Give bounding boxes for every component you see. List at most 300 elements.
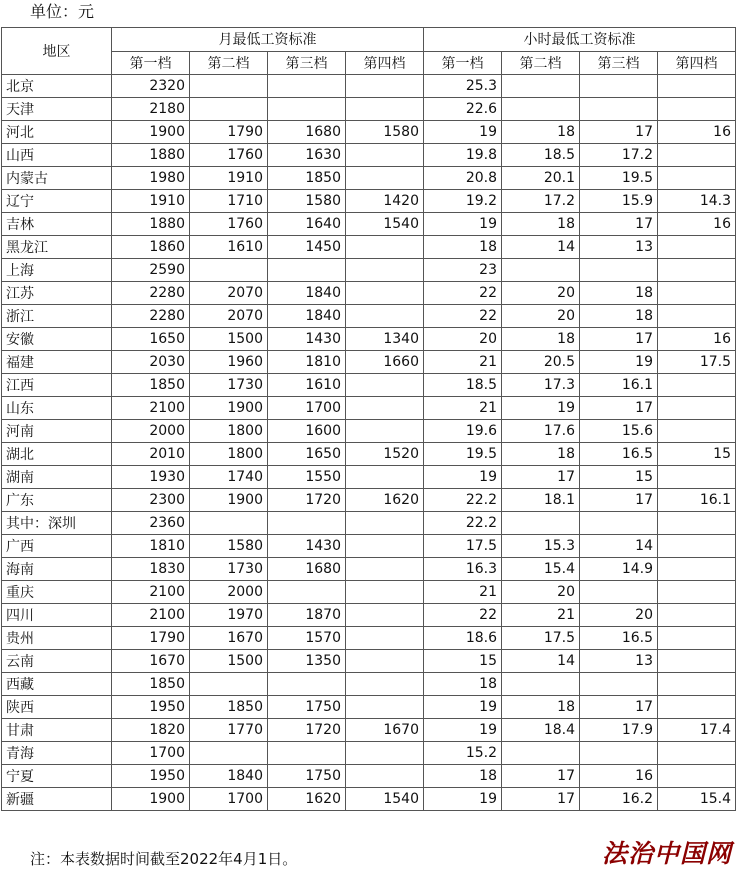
monthly-wage-cell: 1610	[190, 236, 268, 259]
monthly-wage-cell	[268, 259, 346, 282]
table-row	[2, 466, 736, 489]
hourly-wage-cell: 17.6	[502, 420, 580, 443]
region-cell: 浙江	[2, 305, 112, 328]
site-watermark-logo: 法治中国网	[601, 839, 732, 868]
monthly-wage-cell: 1810	[112, 535, 190, 558]
hourly-wage-cell: 16.3	[424, 558, 502, 581]
hourly-wage-cell: 19	[424, 121, 502, 144]
region-cell: 吉林	[2, 213, 112, 236]
hourly-wage-cell	[580, 742, 658, 765]
monthly-wage-cell: 1580	[190, 535, 268, 558]
monthly-wage-cell: 1850	[268, 167, 346, 190]
hourly-wage-cell: 17	[580, 328, 658, 351]
hourly-wage-cell	[658, 650, 736, 673]
monthly-tier-header: 第二档	[190, 51, 268, 75]
hourly-wage-cell: 17.9	[580, 719, 658, 742]
region-cell: 内蒙古	[2, 167, 112, 190]
hourly-wage-cell: 16.2	[580, 788, 658, 811]
monthly-wage-cell: 1910	[190, 167, 268, 190]
monthly-wage-cell: 1700	[112, 742, 190, 765]
monthly-wage-cell: 2300	[112, 489, 190, 512]
region-cell: 北京	[2, 75, 112, 98]
hourly-wage-cell: 19.8	[424, 144, 502, 167]
monthly-wage-cell: 1610	[268, 374, 346, 397]
monthly-wage-cell	[346, 305, 424, 328]
hourly-wage-cell	[580, 512, 658, 535]
monthly-wage-cell: 1620	[346, 489, 424, 512]
hourly-wage-cell	[658, 305, 736, 328]
hourly-wage-cell: 18.5	[502, 144, 580, 167]
monthly-wage-cell: 1900	[112, 121, 190, 144]
region-cell: 广西	[2, 535, 112, 558]
table-row	[2, 535, 736, 558]
monthly-wage-cell: 2070	[190, 305, 268, 328]
hourly-wage-cell: 16	[658, 328, 736, 351]
table-row	[2, 696, 736, 719]
monthly-wage-cell: 1650	[112, 328, 190, 351]
monthly-wage-cell	[346, 236, 424, 259]
monthly-wage-cell	[346, 282, 424, 305]
monthly-wage-cell: 1620	[268, 788, 346, 811]
hourly-wage-cell: 18	[580, 282, 658, 305]
table-row	[2, 213, 736, 236]
monthly-wage-cell: 1600	[268, 420, 346, 443]
monthly-wage-cell: 1520	[346, 443, 424, 466]
hourly-wage-cell	[658, 397, 736, 420]
hourly-wage-cell: 19.5	[580, 167, 658, 190]
monthly-wage-cell: 1840	[268, 305, 346, 328]
monthly-group-header: 月最低工资标准	[112, 28, 424, 52]
hourly-wage-cell: 17.3	[502, 374, 580, 397]
hourly-wage-cell: 14	[580, 535, 658, 558]
monthly-wage-cell: 1900	[112, 788, 190, 811]
monthly-wage-cell: 1580	[346, 121, 424, 144]
table-row	[2, 742, 736, 765]
hourly-wage-cell	[658, 420, 736, 443]
hourly-wage-cell: 19	[424, 213, 502, 236]
hourly-wage-cell	[502, 512, 580, 535]
monthly-wage-cell: 1500	[190, 328, 268, 351]
monthly-tier-header: 第一档	[112, 51, 190, 75]
table-row	[2, 604, 736, 627]
monthly-wage-cell: 2100	[112, 604, 190, 627]
hourly-wage-cell: 17.2	[502, 190, 580, 213]
hourly-wage-cell: 17	[502, 788, 580, 811]
region-cell: 安徽	[2, 328, 112, 351]
hourly-wage-cell: 15.4	[502, 558, 580, 581]
table-row	[2, 144, 736, 167]
table-row	[2, 259, 736, 282]
region-cell: 其中：深圳	[2, 512, 112, 535]
monthly-wage-cell: 1720	[268, 719, 346, 742]
table-row	[2, 75, 736, 98]
monthly-wage-cell	[268, 742, 346, 765]
hourly-wage-cell: 17.5	[502, 627, 580, 650]
hourly-wage-cell: 21	[424, 397, 502, 420]
hourly-wage-cell: 16	[658, 121, 736, 144]
region-cell: 福建	[2, 351, 112, 374]
hourly-wage-cell: 18	[424, 236, 502, 259]
hourly-group-header: 小时最低工资标准	[424, 28, 736, 52]
hourly-wage-cell: 21	[424, 351, 502, 374]
hourly-wage-cell	[658, 627, 736, 650]
hourly-wage-cell: 19.2	[424, 190, 502, 213]
hourly-wage-cell	[502, 742, 580, 765]
monthly-wage-cell	[268, 512, 346, 535]
hourly-wage-cell	[502, 673, 580, 696]
monthly-wage-cell	[346, 742, 424, 765]
monthly-wage-cell: 1770	[190, 719, 268, 742]
hourly-tier-header: 第四档	[658, 51, 736, 75]
hourly-wage-cell: 15.2	[424, 742, 502, 765]
hourly-wage-cell: 17	[580, 696, 658, 719]
monthly-wage-cell: 1670	[112, 650, 190, 673]
table-row	[2, 719, 736, 742]
hourly-wage-cell	[502, 98, 580, 121]
region-cell: 湖北	[2, 443, 112, 466]
table-row	[2, 512, 736, 535]
monthly-wage-cell: 1790	[112, 627, 190, 650]
monthly-wage-cell: 1850	[190, 696, 268, 719]
monthly-wage-cell	[346, 259, 424, 282]
monthly-wage-cell	[346, 397, 424, 420]
monthly-wage-cell: 2590	[112, 259, 190, 282]
monthly-wage-cell: 2000	[112, 420, 190, 443]
table-row	[2, 98, 736, 121]
hourly-wage-cell: 17.2	[580, 144, 658, 167]
monthly-wage-cell: 1800	[190, 443, 268, 466]
hourly-wage-cell: 18	[502, 443, 580, 466]
monthly-wage-cell: 1900	[190, 397, 268, 420]
hourly-wage-cell: 20.1	[502, 167, 580, 190]
monthly-wage-cell: 1850	[112, 673, 190, 696]
monthly-wage-cell: 1680	[268, 121, 346, 144]
table-row	[2, 190, 736, 213]
hourly-wage-cell: 20	[502, 282, 580, 305]
hourly-wage-cell	[580, 98, 658, 121]
monthly-wage-cell: 1660	[346, 351, 424, 374]
monthly-wage-cell	[268, 98, 346, 121]
hourly-wage-cell: 17	[502, 466, 580, 489]
monthly-wage-cell: 1870	[268, 604, 346, 627]
monthly-wage-cell: 1840	[268, 282, 346, 305]
hourly-wage-cell: 18	[502, 213, 580, 236]
hourly-wage-cell: 17	[580, 213, 658, 236]
region-cell: 重庆	[2, 581, 112, 604]
monthly-wage-cell	[346, 673, 424, 696]
table-row	[2, 282, 736, 305]
monthly-wage-cell	[346, 696, 424, 719]
monthly-wage-cell: 1820	[112, 719, 190, 742]
region-cell: 江西	[2, 374, 112, 397]
table-row	[2, 558, 736, 581]
table-row	[2, 788, 736, 811]
hourly-wage-cell	[658, 581, 736, 604]
hourly-wage-cell: 19.5	[424, 443, 502, 466]
monthly-wage-cell: 1900	[190, 489, 268, 512]
hourly-wage-cell	[580, 673, 658, 696]
hourly-wage-cell: 19	[424, 696, 502, 719]
region-cell: 云南	[2, 650, 112, 673]
region-cell: 广东	[2, 489, 112, 512]
hourly-wage-cell: 16.5	[580, 627, 658, 650]
monthly-wage-cell: 1860	[112, 236, 190, 259]
monthly-wage-cell: 2000	[190, 581, 268, 604]
region-cell: 陕西	[2, 696, 112, 719]
region-column-header: 地区	[2, 28, 112, 75]
monthly-wage-cell: 1540	[346, 213, 424, 236]
monthly-wage-cell: 1570	[268, 627, 346, 650]
hourly-wage-cell: 14	[502, 650, 580, 673]
monthly-wage-cell	[346, 558, 424, 581]
monthly-tier-header: 第四档	[346, 51, 424, 75]
monthly-wage-cell	[346, 627, 424, 650]
monthly-wage-cell: 1670	[190, 627, 268, 650]
unit-label: 单位：元	[30, 2, 95, 21]
monthly-wage-cell	[346, 98, 424, 121]
monthly-wage-cell	[268, 75, 346, 98]
table-body	[2, 75, 736, 811]
monthly-wage-cell	[268, 673, 346, 696]
hourly-wage-cell: 15.9	[580, 190, 658, 213]
hourly-wage-cell: 20	[502, 581, 580, 604]
hourly-wage-cell: 15	[580, 466, 658, 489]
monthly-wage-cell: 2100	[112, 397, 190, 420]
hourly-wage-cell: 17	[502, 765, 580, 788]
hourly-wage-cell: 23	[424, 259, 502, 282]
hourly-wage-cell: 14.3	[658, 190, 736, 213]
monthly-wage-cell: 1430	[268, 328, 346, 351]
monthly-wage-cell: 1730	[190, 558, 268, 581]
hourly-wage-cell: 18	[580, 305, 658, 328]
monthly-wage-cell: 1670	[346, 719, 424, 742]
table-header	[2, 28, 736, 75]
hourly-wage-cell	[658, 167, 736, 190]
monthly-wage-cell	[346, 765, 424, 788]
hourly-wage-cell: 22.2	[424, 489, 502, 512]
monthly-wage-cell: 1550	[268, 466, 346, 489]
hourly-wage-cell: 19	[502, 397, 580, 420]
hourly-wage-cell: 21	[424, 581, 502, 604]
monthly-wage-cell: 2320	[112, 75, 190, 98]
hourly-wage-cell: 15.4	[658, 788, 736, 811]
monthly-wage-cell: 1850	[112, 374, 190, 397]
table-row	[2, 397, 736, 420]
monthly-wage-cell: 1760	[190, 144, 268, 167]
monthly-wage-cell	[346, 167, 424, 190]
hourly-wage-cell	[658, 466, 736, 489]
monthly-wage-cell: 2280	[112, 305, 190, 328]
hourly-wage-cell	[658, 558, 736, 581]
table-row	[2, 765, 736, 788]
monthly-wage-cell	[346, 374, 424, 397]
region-cell: 海南	[2, 558, 112, 581]
table-row	[2, 351, 736, 374]
hourly-wage-cell: 20	[424, 328, 502, 351]
hourly-wage-cell	[658, 742, 736, 765]
monthly-wage-cell: 1430	[268, 535, 346, 558]
table-row	[2, 443, 736, 466]
region-cell: 湖南	[2, 466, 112, 489]
monthly-wage-cell	[190, 673, 268, 696]
monthly-wage-cell: 1450	[268, 236, 346, 259]
hourly-wage-cell: 22	[424, 305, 502, 328]
hourly-wage-cell: 17	[580, 489, 658, 512]
hourly-wage-cell: 25.3	[424, 75, 502, 98]
hourly-wage-cell	[658, 259, 736, 282]
monthly-wage-cell	[346, 144, 424, 167]
monthly-wage-cell	[190, 512, 268, 535]
region-cell: 黑龙江	[2, 236, 112, 259]
hourly-wage-cell	[658, 144, 736, 167]
hourly-wage-cell	[658, 282, 736, 305]
hourly-wage-cell: 22.6	[424, 98, 502, 121]
monthly-wage-cell: 1970	[190, 604, 268, 627]
hourly-wage-cell: 13	[580, 650, 658, 673]
hourly-wage-cell: 19	[424, 466, 502, 489]
hourly-wage-cell: 18.1	[502, 489, 580, 512]
hourly-wage-cell: 16.5	[580, 443, 658, 466]
hourly-wage-cell	[658, 98, 736, 121]
monthly-wage-cell: 1810	[268, 351, 346, 374]
hourly-wage-cell: 19.6	[424, 420, 502, 443]
hourly-wage-cell	[502, 259, 580, 282]
table-row	[2, 650, 736, 673]
monthly-tier-header: 第三档	[268, 51, 346, 75]
monthly-wage-cell	[346, 512, 424, 535]
monthly-wage-cell: 2280	[112, 282, 190, 305]
monthly-wage-cell: 1700	[268, 397, 346, 420]
hourly-wage-cell: 15.3	[502, 535, 580, 558]
monthly-wage-cell: 1720	[268, 489, 346, 512]
hourly-wage-cell: 17.5	[424, 535, 502, 558]
hourly-wage-cell: 15.6	[580, 420, 658, 443]
region-cell: 天津	[2, 98, 112, 121]
hourly-wage-cell	[658, 696, 736, 719]
hourly-wage-cell: 19	[580, 351, 658, 374]
region-cell: 辽宁	[2, 190, 112, 213]
table-row	[2, 627, 736, 650]
region-cell: 青海	[2, 742, 112, 765]
hourly-wage-cell: 19	[424, 788, 502, 811]
table-row	[2, 374, 736, 397]
monthly-wage-cell: 2010	[112, 443, 190, 466]
hourly-tier-header: 第二档	[502, 51, 580, 75]
hourly-wage-cell	[658, 765, 736, 788]
region-cell: 四川	[2, 604, 112, 627]
region-cell: 新疆	[2, 788, 112, 811]
hourly-wage-cell	[502, 75, 580, 98]
hourly-wage-cell: 18	[502, 328, 580, 351]
table-row	[2, 305, 736, 328]
region-cell: 山东	[2, 397, 112, 420]
monthly-wage-cell: 1340	[346, 328, 424, 351]
table-row	[2, 236, 736, 259]
hourly-wage-cell: 22	[424, 604, 502, 627]
monthly-wage-cell	[190, 742, 268, 765]
hourly-wage-cell: 16	[580, 765, 658, 788]
table-row	[2, 167, 736, 190]
hourly-wage-cell	[658, 604, 736, 627]
monthly-wage-cell: 1740	[190, 466, 268, 489]
monthly-wage-cell: 1700	[190, 788, 268, 811]
hourly-wage-cell: 18	[502, 696, 580, 719]
table-row	[2, 581, 736, 604]
hourly-wage-cell: 18	[424, 673, 502, 696]
region-cell: 江苏	[2, 282, 112, 305]
monthly-wage-cell: 1750	[268, 765, 346, 788]
hourly-wage-cell: 18	[424, 765, 502, 788]
monthly-wage-cell: 1950	[112, 765, 190, 788]
minimum-wage-table	[1, 27, 736, 811]
monthly-wage-cell: 1980	[112, 167, 190, 190]
hourly-wage-cell: 22.2	[424, 512, 502, 535]
hourly-wage-cell	[658, 374, 736, 397]
monthly-wage-cell	[346, 581, 424, 604]
hourly-wage-cell: 17	[580, 121, 658, 144]
monthly-wage-cell	[346, 75, 424, 98]
monthly-wage-cell: 1580	[268, 190, 346, 213]
hourly-wage-cell: 20.8	[424, 167, 502, 190]
monthly-wage-cell: 1640	[268, 213, 346, 236]
monthly-wage-cell: 1800	[190, 420, 268, 443]
monthly-wage-cell	[190, 75, 268, 98]
monthly-wage-cell	[268, 581, 346, 604]
hourly-wage-cell: 13	[580, 236, 658, 259]
region-cell: 河南	[2, 420, 112, 443]
hourly-wage-cell	[658, 512, 736, 535]
monthly-wage-cell	[346, 535, 424, 558]
monthly-wage-cell	[190, 98, 268, 121]
monthly-wage-cell: 1830	[112, 558, 190, 581]
hourly-wage-cell	[580, 75, 658, 98]
monthly-wage-cell: 1650	[268, 443, 346, 466]
monthly-wage-cell: 2180	[112, 98, 190, 121]
monthly-wage-cell	[346, 466, 424, 489]
region-cell: 河北	[2, 121, 112, 144]
monthly-wage-cell: 2100	[112, 581, 190, 604]
hourly-wage-cell: 16.1	[658, 489, 736, 512]
region-cell: 上海	[2, 259, 112, 282]
hourly-wage-cell: 17	[580, 397, 658, 420]
region-cell: 西藏	[2, 673, 112, 696]
monthly-wage-cell: 1880	[112, 144, 190, 167]
region-cell: 甘肃	[2, 719, 112, 742]
monthly-wage-cell: 1680	[268, 558, 346, 581]
hourly-wage-cell: 19	[424, 719, 502, 742]
monthly-wage-cell: 1750	[268, 696, 346, 719]
table-row	[2, 121, 736, 144]
monthly-wage-cell: 1910	[112, 190, 190, 213]
monthly-wage-cell: 1500	[190, 650, 268, 673]
region-cell: 宁夏	[2, 765, 112, 788]
monthly-wage-cell: 1950	[112, 696, 190, 719]
monthly-wage-cell: 1930	[112, 466, 190, 489]
monthly-wage-cell: 1840	[190, 765, 268, 788]
monthly-wage-cell: 1350	[268, 650, 346, 673]
hourly-wage-cell: 14	[502, 236, 580, 259]
hourly-wage-cell	[580, 259, 658, 282]
hourly-wage-cell: 15	[658, 443, 736, 466]
monthly-wage-cell	[346, 420, 424, 443]
hourly-wage-cell: 15	[424, 650, 502, 673]
monthly-wage-cell: 1420	[346, 190, 424, 213]
hourly-wage-cell: 22	[424, 282, 502, 305]
hourly-wage-cell: 17.4	[658, 719, 736, 742]
monthly-wage-cell: 2070	[190, 282, 268, 305]
hourly-wage-cell	[658, 75, 736, 98]
monthly-wage-cell: 1710	[190, 190, 268, 213]
